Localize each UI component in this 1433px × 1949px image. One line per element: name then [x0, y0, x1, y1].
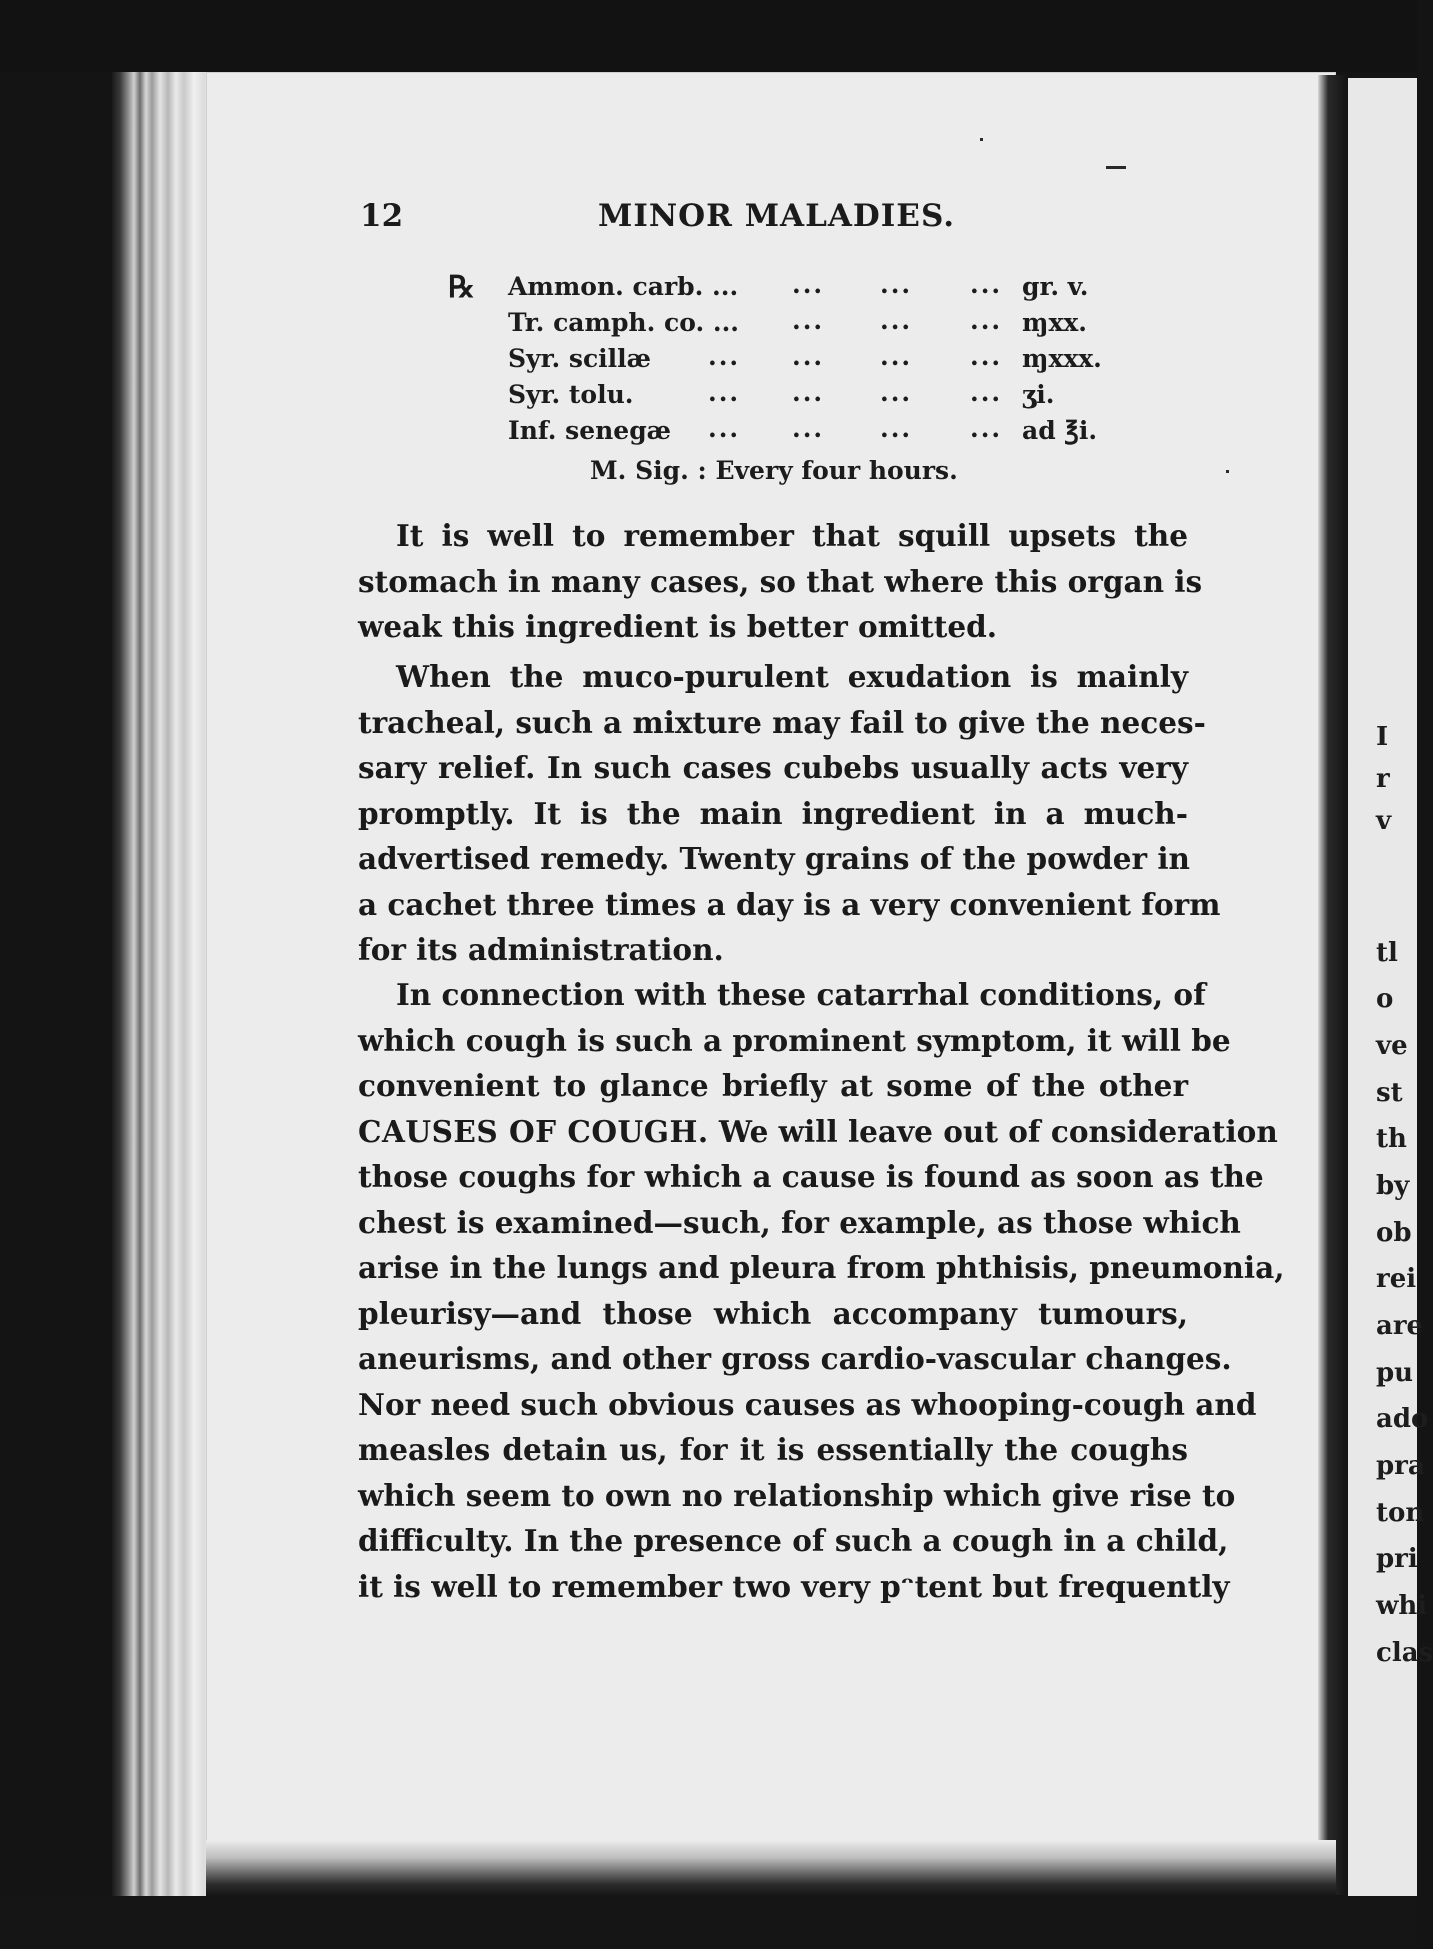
- text-line: for its administration.: [358, 932, 724, 967]
- section-heading-causes-of-cough: CAUSES OF COUGH.: [358, 1113, 709, 1149]
- facing-fragment: o: [1376, 984, 1394, 1014]
- dots: ...: [970, 270, 1003, 299]
- text-line: Nor need such obvious causes as whooping-cough and: [358, 1386, 1257, 1422]
- facing-fragment: clas: [1376, 1638, 1433, 1668]
- dots: ...: [880, 378, 913, 407]
- scan-bottom-border: [0, 1896, 1417, 1949]
- text-line: pleurisy—and those which accompany tumours,: [358, 1295, 1188, 1331]
- text-line: sary relief. In such cases cubebs usually acts very: [358, 750, 1188, 785]
- dots: ...: [792, 342, 825, 371]
- text-line: weak this ingredient is better omitted.: [358, 609, 998, 644]
- ingredient-dose: ɱxxx.: [1022, 344, 1102, 373]
- page-number: 12: [360, 198, 404, 234]
- scan-top-border: [0, 0, 1417, 72]
- scan-speck: [1226, 470, 1229, 473]
- facing-fragment: pri: [1376, 1544, 1418, 1574]
- facing-fragment: pu: [1376, 1358, 1414, 1388]
- paragraph-cubebs: [358, 654, 1221, 973]
- text-line: When the muco-purulent exudation is mainly: [396, 659, 1188, 694]
- paragraph-squill: [358, 513, 1203, 650]
- dots: ...: [708, 378, 741, 407]
- facing-fragment: tl: [1376, 938, 1398, 968]
- text-line: arise in the lungs and pleura from phthisis, pneumonia,: [358, 1250, 1285, 1285]
- facing-fragment: r: [1376, 764, 1390, 794]
- ingredient-name: Tr. camph. co. ...: [508, 308, 739, 337]
- facing-fragment: ob: [1376, 1218, 1412, 1248]
- facing-fragment: th: [1376, 1124, 1407, 1154]
- dots: ...: [708, 342, 741, 371]
- prescription-item: [0, 308, 1417, 344]
- text-line: stomach in many cases, so that where this organ is: [358, 563, 1203, 599]
- ingredient-name: Syr. scillæ: [508, 344, 652, 373]
- facing-fragment: st: [1376, 1078, 1403, 1108]
- prescription-signature: M. Sig. : Every four hours.: [590, 456, 958, 485]
- dots: ...: [880, 306, 913, 335]
- dots: ...: [970, 378, 1003, 407]
- scan-speck: [980, 138, 983, 141]
- text-line: those coughs for which a cause is found as soon as the: [358, 1159, 1264, 1194]
- text-line: chest is examined—such, for example, as those which: [358, 1204, 1241, 1240]
- text-line: In connection with these catarrhal conditions, of: [396, 977, 1206, 1012]
- scan-mark: [1106, 166, 1126, 169]
- ingredient-dose: ʒi.: [1022, 380, 1055, 409]
- dots: ...: [708, 414, 741, 443]
- dots: ...: [792, 270, 825, 299]
- facing-fragment: v: [1376, 806, 1392, 836]
- text-line: difficulty. In the presence of such a cough in a child,: [358, 1523, 1229, 1558]
- dots: ...: [880, 270, 913, 299]
- dots: ...: [792, 378, 825, 407]
- text-line: which cough is such a prominent symptom, it will be: [358, 1022, 1231, 1058]
- dots: ...: [880, 414, 913, 443]
- text-line: tracheal, such a mixture may fail to give the neces-: [358, 704, 1206, 740]
- facing-fragment: I: [1376, 722, 1389, 752]
- dots: ...: [970, 414, 1003, 443]
- paragraph-causes-of-cough: [358, 972, 1285, 1609]
- facing-fragment: are: [1376, 1311, 1424, 1341]
- ingredient-dose: gr. v.: [1022, 272, 1089, 301]
- ingredient-name: Ammon. carb. ...: [508, 272, 739, 301]
- prescription-item: [0, 416, 1417, 452]
- facing-fragment: whi: [1376, 1591, 1428, 1621]
- text-fragment: We will leave out of consideration: [718, 1113, 1278, 1149]
- text-line: measles detain us, for it is essentially the coughs: [358, 1432, 1188, 1467]
- prescription-item: [0, 344, 1417, 380]
- text-line: it is well to remember two very pᵔtent but frequently: [358, 1568, 1230, 1604]
- text-line: promptly. It is the main ingredient in a much-: [358, 795, 1188, 831]
- text-line: aneurisms, and other gross cardio-vascular changes.: [358, 1341, 1232, 1376]
- dots: ...: [970, 342, 1003, 371]
- facing-fragment: ve: [1376, 1031, 1408, 1061]
- facing-fragment: by: [1376, 1171, 1410, 1201]
- dots: ...: [792, 414, 825, 443]
- facing-fragment: rei: [1376, 1264, 1417, 1294]
- prescription-item: [0, 272, 1417, 308]
- prescription-symbol: ℞: [448, 270, 475, 305]
- text-line: convenient to glance briefly at some of the other: [358, 1068, 1188, 1103]
- dots: ...: [970, 306, 1003, 335]
- facing-fragment: pra: [1376, 1451, 1425, 1481]
- text-line: It is well to remember that squill upsets the: [396, 518, 1188, 553]
- text-line: advertised remedy. Twenty grains of the powder in: [358, 841, 1191, 876]
- dots: ...: [880, 342, 913, 371]
- facing-fragment: ton: [1376, 1498, 1425, 1528]
- running-title: MINOR MALADIES.: [598, 198, 956, 234]
- page-header: [360, 198, 960, 242]
- ingredient-dose: ɱxx.: [1022, 308, 1087, 337]
- ingredient-name: Inf. senegæ: [508, 416, 672, 445]
- page-bottom-shadow: [206, 1840, 1336, 1896]
- text-line: a cachet three times a day is a very convenient form: [358, 886, 1221, 922]
- dots: ...: [792, 306, 825, 335]
- text-line: which seem to own no relationship which give rise to: [358, 1477, 1236, 1513]
- text-line-with-heading: [358, 1109, 1278, 1155]
- ingredient-dose: ad ℥i.: [1022, 416, 1098, 445]
- ingredient-name: Syr. tolu.: [508, 380, 634, 409]
- prescription-item: [0, 380, 1417, 416]
- facing-fragment: ado: [1376, 1404, 1429, 1434]
